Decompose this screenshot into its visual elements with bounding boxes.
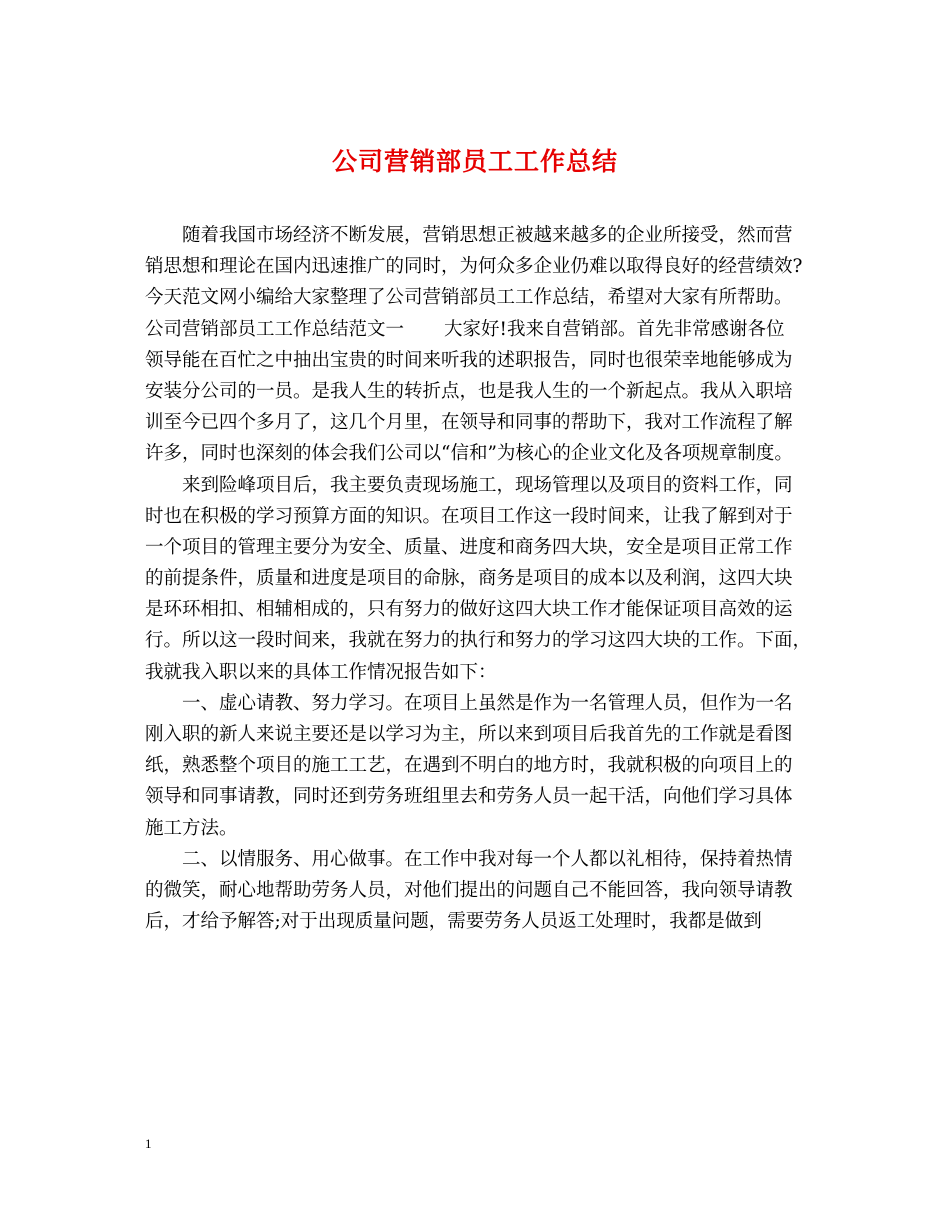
document-body [145,220,810,937]
text-line: 安装分公司的一员。是我人生的转折点，也是我人生的一个新起点。我从入职培 [145,380,793,402]
text-line: 纸，熟悉整个项目的施工工艺，在遇到不明白的地方时，我就积极的向项目上的 [145,755,793,777]
section-heading: 公司营销部员工工作总结范文一 [145,318,405,340]
text-line: 领导能在百忙之中抽出宝贵的时间来听我的述职报告，同时也很荣幸地能够成为 [145,349,793,371]
text-line-mixed [145,314,810,345]
text-line: 销思想和理论在国内迅速推广的同时，为何众多企业仍难以取得良好的经营绩效? [145,256,803,278]
text-line: 我就我入职以来的具体工作情况报告如下： [145,661,497,683]
text-line: 施工方法。 [145,817,238,839]
text-line: 的前提条件，质量和进度是项目的命脉，商务是项目的成本以及利润，这四大块 [145,568,793,590]
text-span: 大家好!我来自营销部。首先非常感谢各位 [444,318,785,340]
text-line: 训至今已四个多月了，这几个月里，在领导和同事的帮助下，我对工作流程了解 [145,412,793,434]
text-line: 刚入职的新人来说主要还是以学习为主，所以来到项目后我首先的工作就是看图 [145,724,793,745]
text-line: 随着我国市场经济不断发展，营销思想正被越来越多的企业所接受，然而营 [182,225,793,246]
text-line: 领导和同事请教，同时还到劳务班组里去和劳务人员一起干活，向他们学习具体 [145,786,793,808]
text-line: 一个项目的管理主要分为安全、质量、进度和商务四大块，安全是项目正常工作 [145,536,793,558]
text-line: 的微笑，耐心地帮助劳务人员，对他们提出的问题自己不能回答，我向领导请教 [145,879,793,901]
text-line: 今天范文网小编给大家整理了公司营销部员工工作总结，希望对大家有所帮助。 [145,287,793,309]
text-line: 二、以情服务、用心做事。在工作中我对每一个人都以礼相待，保持着热情 [182,848,793,870]
text-line: 行。所以这一段时间来，我就在努力的执行和努力的学习这四大块的工作。下面， [145,630,812,652]
text-line: 是环环相扣、相辅相成的，只有努力的做好这四大块工作才能保证项目高效的运 [145,599,793,621]
text-line: 许多，同时也深刻的体会我们公司以“信和”为核心的企业文化及各项规章制度。 [145,443,793,465]
page-number: 1 [145,1136,152,1151]
text-line: 后，才给予解答;对于出现质量问题，需要劳务人员返工处理时，我都是做到 [145,911,762,933]
text-line: 时也在积极的学习预算方面的知识。在项目工作这一段时间来，让我了解到对于 [145,505,793,527]
text-line: 来到险峰项目后，我主要负责现场施工，现场管理以及项目的资料工作，同 [182,474,793,496]
document-title: 公司营销部员工工作总结 [331,147,618,176]
text-line: 一、虚心请教、努力学习。在项目上虽然是作为一名管理人员，但作为一名 [182,692,793,714]
